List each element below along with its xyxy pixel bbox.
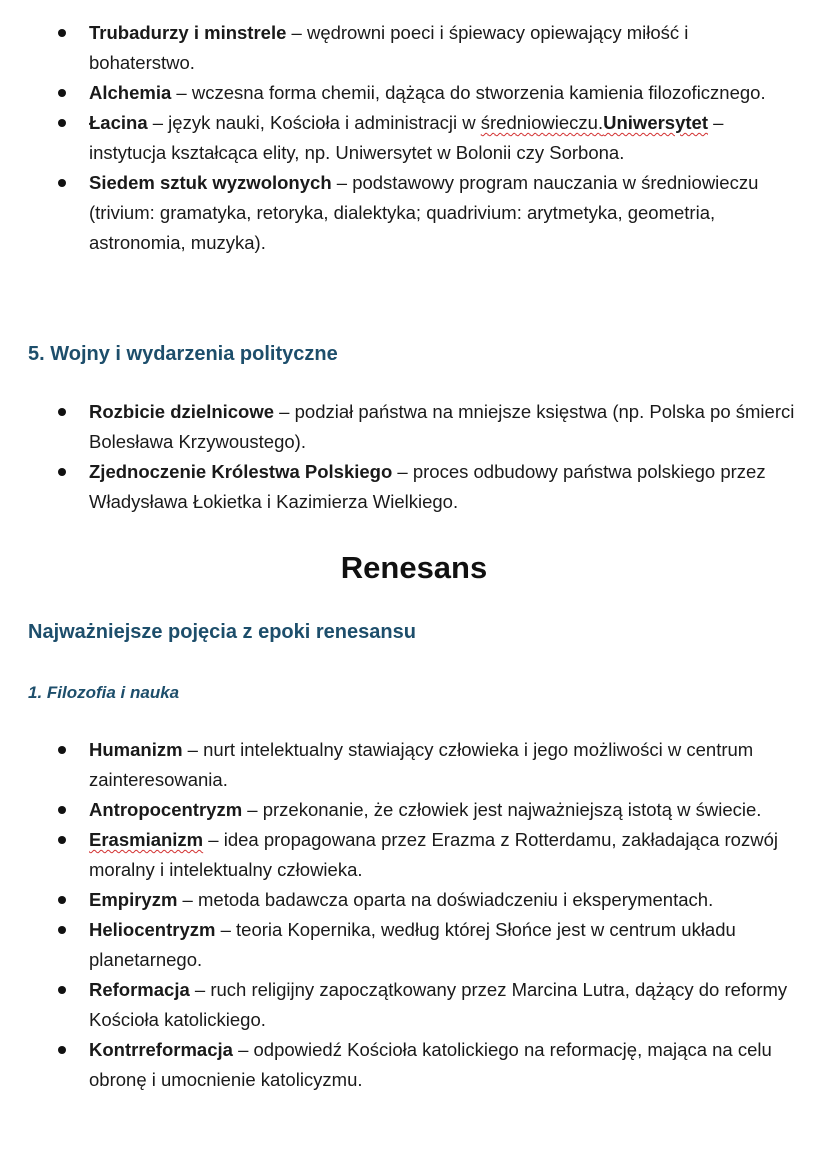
bullet-icon bbox=[58, 806, 66, 814]
definition: – nurt intelektualny stawiający człowieka i jego możliwości w centrum zainteresowania. bbox=[89, 739, 754, 790]
definition: – wczesna forma chemii, dążąca do stworzenia kamienia filozoficznego. bbox=[171, 82, 766, 103]
bullet-list-section5 bbox=[0, 397, 828, 517]
bullet-icon bbox=[58, 408, 66, 416]
term: Humanizm bbox=[89, 739, 183, 760]
list-item bbox=[0, 18, 828, 78]
list-item bbox=[0, 795, 828, 825]
definition: – instytucja kształcąca elity, np. Uniwersytet w Bolonii czy Sorbona. bbox=[89, 112, 724, 163]
definition: – podział państwa na mniejsze księstwa (np. Polska po śmierci Bolesława Krzywoustego). bbox=[89, 401, 795, 452]
definition: – proces odbudowy państwa polskiego przez Władysława Łokietka i Kazimierza Wielkiego. bbox=[89, 461, 766, 512]
bullet-icon bbox=[58, 926, 66, 934]
definition: – odpowiedź Kościoła katolickiego na reformację, mająca na celu obronę i umocnienie katolicyzmu. bbox=[89, 1039, 772, 1090]
section-heading: 5. Wojny i wydarzenia polityczne bbox=[28, 343, 338, 365]
term: Empiryzm bbox=[89, 889, 178, 910]
bullet-icon bbox=[58, 89, 66, 97]
list-item bbox=[0, 975, 828, 1035]
list-item bbox=[0, 78, 828, 108]
term: Antropocentryzm bbox=[89, 799, 243, 820]
section-heading: Najważniejsze pojęcia z epoki renesansu bbox=[28, 621, 416, 643]
definition: – język nauki, Kościoła i administracji w bbox=[147, 112, 481, 133]
term: Erasmianizm bbox=[89, 829, 204, 850]
term: Kontrreformacja bbox=[89, 1039, 233, 1060]
bullet-icon bbox=[58, 836, 66, 844]
list-item bbox=[0, 1035, 828, 1095]
term: Heliocentryzm bbox=[89, 919, 216, 940]
bullet-icon bbox=[58, 1046, 66, 1054]
definition: – wędrowni poeci i śpiewacy opiewający miłość i bohaterstwo. bbox=[89, 22, 689, 73]
list-item bbox=[0, 735, 828, 795]
definition: – idea propagowana przez Erazma z Rotterdamu, zakładająca rozwój moralny i intelektualny człowieka. bbox=[89, 829, 778, 880]
bullet-icon bbox=[58, 986, 66, 994]
term: Reformacja bbox=[89, 979, 190, 1000]
list-item bbox=[0, 915, 828, 975]
list-item bbox=[0, 825, 828, 885]
definition: – teoria Kopernika, według której Słońce jest w centrum układu planetarnego. bbox=[89, 919, 736, 970]
bullet-icon bbox=[58, 468, 66, 476]
bullet-icon bbox=[58, 896, 66, 904]
list-item bbox=[0, 397, 828, 457]
bullet-icon bbox=[58, 119, 66, 127]
bullet-icon bbox=[58, 29, 66, 37]
bullet-icon bbox=[58, 746, 66, 754]
spellcheck-word: średniowieczu. bbox=[480, 112, 604, 133]
definition: – przekonanie, że człowiek jest najważniejszą istotą w świecie. bbox=[242, 799, 762, 820]
term: Uniwersytet bbox=[603, 112, 708, 133]
definition: – podstawowy program nauczania w średniowieczu (trivium: gramatyka, retoryka, dialektyka; quadrivium: arytmetyka, geometria, astronomia, muzyka). bbox=[89, 172, 759, 253]
bullet-list-renesans bbox=[0, 735, 828, 1095]
list-item bbox=[0, 885, 828, 915]
list-item bbox=[0, 457, 828, 517]
list-item bbox=[0, 108, 828, 168]
bullet-icon bbox=[58, 179, 66, 187]
term: Siedem sztuk wyzwolonych bbox=[89, 172, 332, 193]
page-title: Renesans bbox=[340, 550, 488, 585]
term: Zjednoczenie Królestwa Polskiego bbox=[89, 461, 393, 482]
list-item bbox=[0, 168, 828, 258]
term: Trubadurzy i minstrele bbox=[89, 22, 287, 43]
definition: – metoda badawcza oparta na doświadczeniu i eksperymentach. bbox=[177, 889, 714, 910]
term: Alchemia bbox=[89, 82, 172, 103]
term: Łacina bbox=[89, 112, 148, 133]
subsection-heading: 1. Filozofia i nauka bbox=[28, 683, 180, 702]
definition: – ruch religijny zapoczątkowany przez Marcina Lutra, dążący do reformy Kościoła katolickiego. bbox=[89, 979, 788, 1030]
bullet-list-top bbox=[0, 18, 828, 258]
term: Rozbicie dzielnicowe bbox=[89, 401, 275, 422]
